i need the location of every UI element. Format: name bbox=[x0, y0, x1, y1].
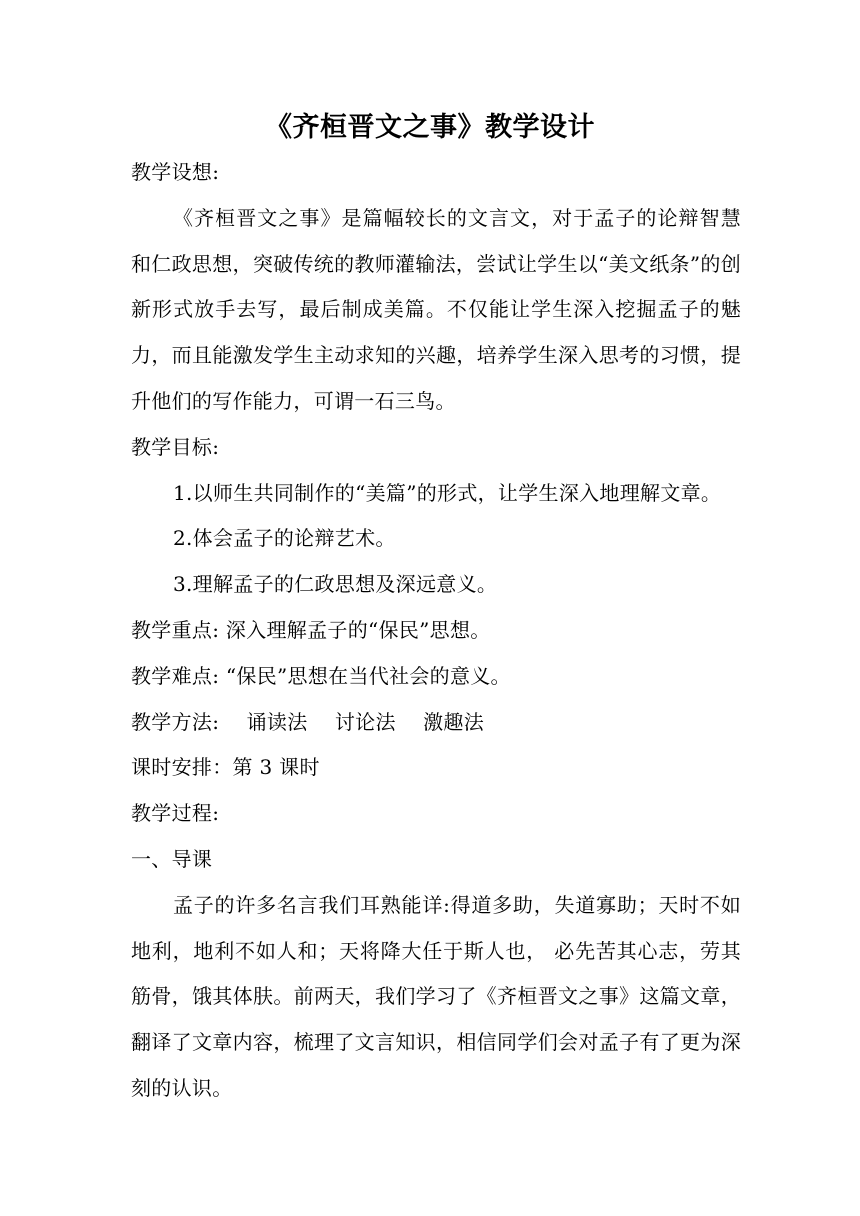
schedule-line: 课时安排：第 3 课时 bbox=[131, 755, 320, 780]
document-body bbox=[131, 150, 741, 1112]
goal-item: 1.以师生共同制作的“美篇”的形式，让学生深入地理解文章。 bbox=[173, 480, 722, 505]
difficulty-line: 教学难点: “保民”思想在当代社会的意义。 bbox=[131, 663, 511, 688]
methods-line bbox=[131, 700, 741, 746]
method-item: 讨论法 bbox=[334, 709, 396, 734]
document-title: 《齐桓晋文之事》教学设计 bbox=[265, 112, 595, 143]
process-heading: 教学过程: bbox=[131, 801, 220, 826]
methods-label: 教学方法: bbox=[131, 709, 220, 734]
goal-item: 3.理解孟子的仁政思想及深远意义。 bbox=[173, 572, 498, 597]
goal-item: 2.体会孟子的论辩艺术。 bbox=[173, 526, 396, 551]
design-idea-paragraph: 《齐桓晋文之事》是篇幅较长的文言文，对于孟子的论辩智慧和仁政思想，突破传统的教师灌输法，尝试让学生以“美文纸条”的创新形式放手去写，最后制成美篇。不仅能让学生深入挖掘孟子的魅力，而且能激发学生主动求知的兴趣，培养学生深入思考的习惯，提升他们的写作能力，可谓一石三鸟。 bbox=[131, 205, 741, 413]
method-item: 激趣法 bbox=[423, 709, 484, 734]
key-point-line: 教学重点: 深入理解孟子的“保民”思想。 bbox=[131, 617, 491, 642]
section-one-heading: 一、导课 bbox=[131, 846, 213, 871]
section-one-paragraph: 孟子的许多名言我们耳熟能详:得道多助，失道寡助；天时不如地利，地利不如人和；天将降大任于斯人也， 必先苦其心志，劳其筋骨，饿其体肤。前两天，我们学习了《齐桓晋文之事》这篇文章，翻译了文章内容，梳理了文言知识，相信同学们会对孟子有了更为深刻的认识。 bbox=[131, 892, 741, 1100]
goals-heading: 教学目标: bbox=[131, 434, 220, 459]
design-idea-heading: 教学设想: bbox=[131, 160, 220, 184]
method-item: 诵读法 bbox=[246, 709, 308, 734]
